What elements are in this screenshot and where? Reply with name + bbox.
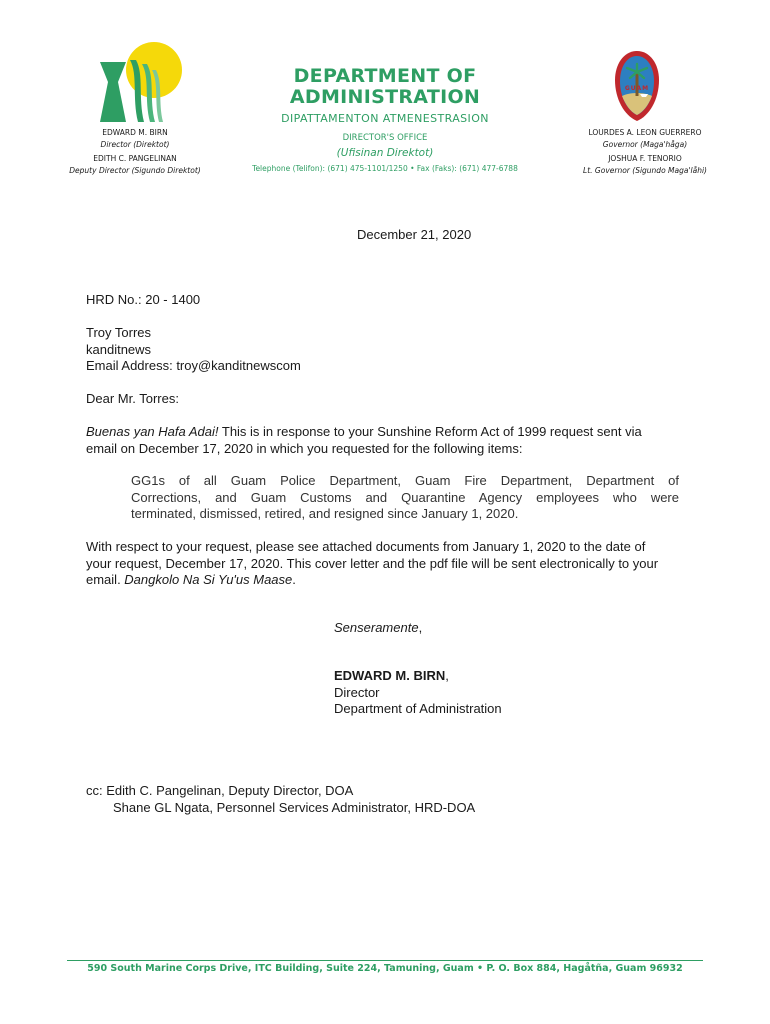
closing-word: Senseramente [334,620,419,635]
recipient-email: Email Address: troy@kanditnewscom [86,358,301,373]
office-name-chamorro: (Ufisinan Direktot) [336,147,434,159]
greeting-chamorro: Buenas yan Hafa Adai! [86,424,219,439]
salutation: Dear Mr. Torres: [86,391,179,406]
lt-governor-name: JOSHUA F. TENORIO [608,154,682,163]
letter-date: December 21, 2020 [357,227,472,242]
signer-name-comma: , [445,668,449,683]
guam-seal [614,50,660,122]
office-contact: Telephone (Telifon): (671) 475-1101/1250 • Fax (Faks): (671) 477-6788 [252,164,518,173]
department-title-line2: ADMINISTRATION [289,86,481,108]
signer-department: Department of Administration [334,701,502,716]
recipient-block [86,325,301,375]
footer-divider [67,960,703,961]
department-title-line1: DEPARTMENT OF [293,65,477,87]
lt-governor-title: Lt. Governor (Sigundo Maga'låhi) [583,166,707,175]
requested-items-line2: Corrections, and Guam Customs and Quarantine Agency employees who were [131,489,679,505]
closing-comma: , [418,620,423,635]
department-logo [96,38,186,128]
paragraph-1-line1: This is in response to your Sunshine Reform Act of 1999 request sent via [218,424,642,439]
paragraph-1 [86,424,686,457]
recipient-organization: kanditnews [86,341,152,357]
footer-address: 590 South Marine Corps Drive, ITC Building, Suite 224, Tamuning, Guam • P. O. Box 884, Hagåtña, Guam 96932 [87,963,683,974]
recipient-name: Troy Torres [86,325,152,340]
hrd-number: HRD No.: 20 - 1400 [86,292,201,307]
paragraph-2-line2: your request, December 17, 2020. This cover letter and the pdf file will be sent electronically to your [86,555,659,571]
signature-block [334,668,502,718]
deputy-director-title: Deputy Director (Sigundo Direktot) [69,166,201,175]
signer-title: Director [334,684,380,700]
closing-chamorro: Dangkolo Na Si Yu'us Maase [124,572,293,587]
cc-line1: cc: Edith C. Pangelinan, Deputy Director, DOA [86,783,354,798]
office-name: DIRECTOR'S OFFICE [342,133,428,143]
paragraph-2-period: . [292,572,296,587]
deputy-director-name: EDITH C. PANGELINAN [93,154,177,163]
signer-name: EDWARD M. BIRN [334,668,446,683]
governor-name: LOURDES A. LEON GUERRERO [588,128,702,137]
governor-title: Governor (Maga'håga) [602,140,688,149]
complimentary-close [334,620,422,637]
paragraph-1-line2: email on December 17, 2020 in which you requested for the following items: [86,440,523,456]
cc-block [86,783,475,816]
seal-palm-trunk [636,72,639,96]
department-title-chamorro: DIPATTAMENTON ATMENESTRASION [281,112,489,125]
paragraph-2 [86,539,686,589]
paragraph-2-line3: email. [86,572,125,587]
paragraph-2-line1: With respect to your request, please see attached documents from January 1, 2020 to the date of [86,539,646,554]
requested-items-line1: GG1s of all Guam Police Department, Guam Fire Department, Department of [131,473,679,488]
director-title: Director (Direktot) [100,140,170,149]
logo-hourglass [100,62,126,122]
requested-items [131,473,679,523]
department-title [270,66,500,108]
requested-items-line3: terminated, dismissed, retired, and resigned since January 1, 2020. [131,506,519,521]
cc-line2: Shane GL Ngata, Personnel Services Administrator, HRD-DOA [113,799,476,815]
seal-text: GUAM [624,85,650,92]
director-name: EDWARD M. BIRN [102,128,168,137]
